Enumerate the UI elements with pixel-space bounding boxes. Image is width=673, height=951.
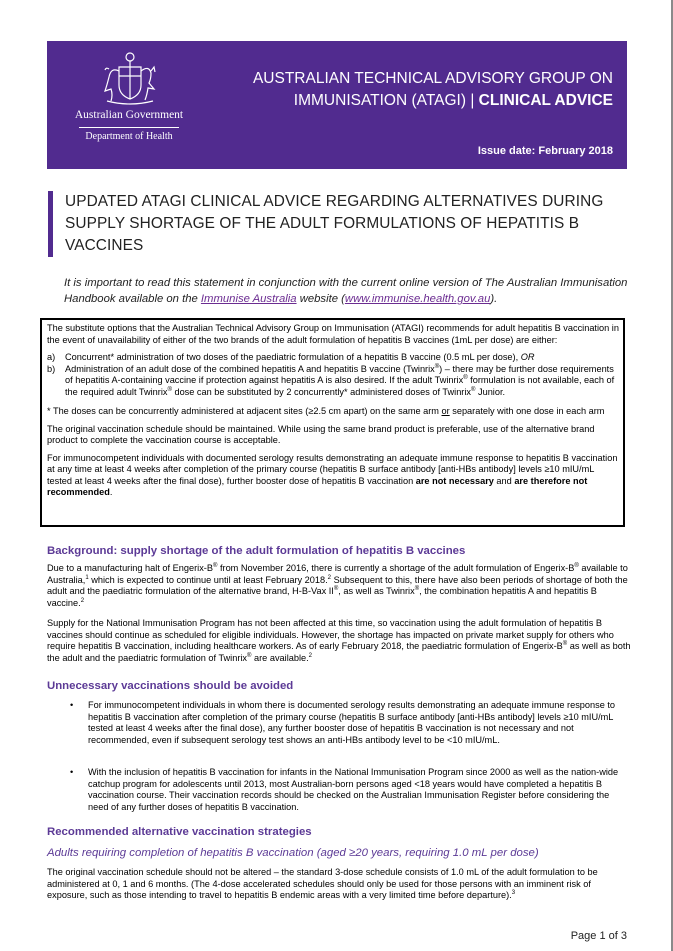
option-b-label: b) <box>47 363 56 374</box>
recommended-paragraph: The original vaccination schedule should not be altered – the standard 3-dose schedule consists of 1.0 mL of the adult formulation to be administered at 0, 1 and 6 months. (The 4-dose accelerated schedules should only be used for those persons with an imminent risk of exposure, such as those intending to travel to hepatitis B endemic areas with a very limited time before departure).$^3$ <box>47 867 598 900</box>
immunocompetent-paragraph: For immunocompetent individuals with documented serology results demonstrating an adequate immune response to hepatitis B vaccination at any time at least 4 weeks after completion of the primary course (hepatitis B surface antibody [anti-HBs antibody] levels ≥10 mIU/mL tested at least 4 weeks after the final dose), further booster dose of hepatitis B vaccination are not necessary and are therefore not recommended. <box>47 452 618 497</box>
background-paragraph-2: Supply for the National Immunisation Program has not been affected at this time, so vaccination using the adult formulation of hepatitis B vaccines should continue as scheduled for eligible individuals. However, the shortage has impacted on private market supply for others who require hepatitis B vaccination, including healthcare workers. As of early February 2018, the paediatric formulation of Engerix-B® as well as both the adult and the paediatric formulation of Twinrix® are available.$^2$ <box>47 618 631 663</box>
bullet-icon: • <box>70 767 74 777</box>
header-banner <box>47 41 627 169</box>
option-a-text: Concurrent* administration of two doses of the paediatric formulation of a hepatitis B vaccine (0.5 mL per dose), <box>65 352 519 362</box>
coat-of-arms-icon <box>97 49 161 107</box>
intro-pre: It is important to read this statement in conjunction with the current online version of The Australian Immunisation Handbook available on the <box>64 277 628 305</box>
background-section <box>47 563 632 664</box>
intro-post: ). <box>490 293 498 305</box>
bullet-icon: • <box>70 700 74 710</box>
box-intro: The substitute options that the Australian Technical Advisory Group on Immunisation (ATAGI) recommends for adult hepatitis B vaccination in the event of unavailability of either of the two brands of the adult formulation of hepatitis B vaccines (1mL per dose) are either: <box>47 323 619 345</box>
banner-title-clinical: CLINICAL ADVICE <box>478 92 613 109</box>
banner-title <box>213 68 613 112</box>
banner-title-line2: IMMUNISATION (ATAGI) | <box>293 92 479 109</box>
option-b <box>47 364 619 399</box>
summary-box <box>40 318 625 527</box>
recommended-heading: Recommended alternative vaccination strategies <box>47 826 312 838</box>
immunise-website-link[interactable]: www.immunise.health.gov.au <box>344 293 491 305</box>
intro-note <box>64 275 636 307</box>
adults-subheading: Adults requiring completion of hepatitis B vaccination (aged ≥20 years, requiring 1.0 mL per dose) <box>47 847 539 859</box>
background-heading: Background: supply shortage of the adult formulation of hepatitis B vaccines <box>47 545 466 557</box>
background-paragraph-1: Due to a manufacturing halt of Engerix-B® from November 2016, there is currently a shortage of the adult formulation of Engerix-B® available to Australia,$^1$ which is expected to continue until at least February 2018.$^2$ Subsequent to this, there have also been periods of shortage of both the adult and the paediatric formulation of the alternative brand, H-B-Vax II®, as well as Twinrix®, the combination hepatitis A and hepatitis B vaccine.$^2$ <box>47 562 628 608</box>
schedule-paragraph: The original vaccination schedule should be maintained. While using the same brand product is preferable, use of the alternative brand product to complete the vaccination course is acceptable. <box>47 423 595 445</box>
bullet-text-1: For immunocompetent individuals in whom there is documented serology results demonstrating an adequate immune response to hepatitis B vaccination after completion of the primary course (hepatitis B surface antibody [anti-HBs antibody] levels ≥10 mIU/mL tested at least 4 weeks after the final dose), any further booster dose of hepatitis B vaccination is not necessary and not recommended, even if subsequent serology test shows an anti-HBs antibody level to be <10 mIU/mL. <box>88 700 616 745</box>
issue-date: Issue date: February 2018 <box>477 145 613 157</box>
option-a <box>47 352 619 364</box>
government-logo <box>65 49 185 154</box>
dept-name: Department of Health <box>85 131 173 142</box>
logo-divider <box>79 127 179 128</box>
bullet-text-2: With the inclusion of hepatitis B vaccination for infants in the National Immunisation Program since 2000 as well as the nation-wide catchup program for adolescents until 2013, most Australian-born persons aged <18 years would have completed a hepatitis B vaccination course. Their vaccination records should be checked on the Australian Immunisation Register before considering the need of any further doses of hepatitis B vaccination. <box>88 767 619 812</box>
page-number: Page 1 of 3 <box>570 930 627 942</box>
document-title: UPDATED ATAGI CLINICAL ADVICE REGARDING ALTERNATIVES DURING SUPPLY SHORTAGE OF THE ADULT FORMULATIONS OF HEPATITIS B VACCINES <box>48 191 655 257</box>
gov-name: Australian Government <box>74 109 184 121</box>
recommended-section <box>47 867 632 902</box>
immunise-australia-link[interactable]: Immunise Australia <box>200 293 297 305</box>
concurrent-footnote: * The doses can be concurrently administered at adjacent sites (≥2.5 cm apart) on the same arm or separately with one dose in each arm <box>47 406 605 416</box>
banner-title-line1: AUSTRALIAN TECHNICAL ADVISORY GROUP ON <box>252 70 613 87</box>
unnecessary-heading: Unnecessary vaccinations should be avoided <box>47 680 294 692</box>
option-a-label: a) <box>47 352 56 362</box>
option-a-or: OR <box>520 352 535 362</box>
intro-mid: website ( <box>296 293 345 305</box>
option-b-text: Administration of an adult dose of the combined hepatitis A and hepatitis B vaccine (Twinrix®) – there may be further dose requirements of hepatitis A-containing vaccine if protection against hepatitis A is also desired. If the adult Twinrix® formulation is not available, each of the required adult Twinrix® dose can be substituted by 2 concurrently* administered doses of Twinrix® Junior. <box>65 363 615 397</box>
